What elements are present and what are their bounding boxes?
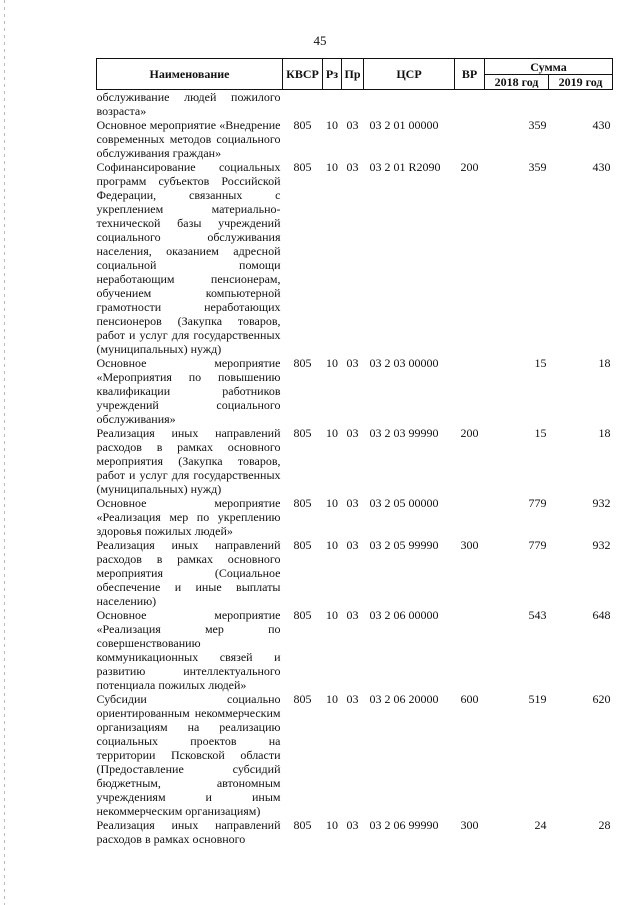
row-vr — [455, 496, 485, 538]
header-csr: ЦСР — [364, 59, 455, 90]
row-rz — [323, 90, 342, 119]
row-name: Реализация иных направлений расходов в рамках основного мероприятия (Социальное обеспечение и иные выплаты населению) — [96, 538, 281, 608]
row-vr: 200 — [460, 160, 479, 174]
row-amount-2019: 28 — [598, 818, 611, 832]
table-row — [97, 608, 613, 692]
row-amount-2019: 430 — [592, 118, 611, 132]
row-pr: 03 — [346, 356, 359, 370]
row-rz: 10 — [326, 160, 338, 174]
row-csr: 03 2 01 00000 — [369, 118, 439, 132]
header-year-2019: 2019 год — [549, 75, 613, 90]
header-name: Наименование — [97, 59, 283, 90]
row-name: Софинансирование социальных программ субъектов Российской Федерации, связанных с укреплением материально-технической базы учреждений социального обслуживания населения, оказанием адресной социальной помощи неработающим пенсионерам, обучением компьютерной грамотности неработающих пенсионеров (Закупка товаров, работ и услуг для государственных (муниципальных) нужд) — [96, 160, 281, 356]
row-vr — [455, 356, 485, 426]
row-kvsr: 805 — [293, 160, 312, 174]
row-amount-2018: 779 — [528, 538, 547, 552]
row-vr: 200 — [460, 426, 479, 440]
row-kvsr: 805 — [293, 118, 312, 132]
row-rz: 10 — [326, 426, 338, 440]
row-vr — [455, 608, 485, 692]
row-pr: 03 — [346, 692, 359, 706]
table-row — [97, 818, 613, 846]
table-row — [97, 118, 613, 160]
row-amount-2019: 648 — [592, 608, 611, 622]
header-rz: Рз — [323, 59, 342, 90]
row-vr — [455, 118, 485, 160]
row-kvsr: 805 — [293, 356, 312, 370]
page-number: 45 — [313, 33, 327, 48]
table-row — [97, 356, 613, 426]
row-pr — [342, 90, 364, 119]
row-csr: 03 2 03 00000 — [369, 356, 439, 370]
row-pr: 03 — [346, 818, 359, 832]
table-row — [97, 692, 613, 818]
table-row — [97, 90, 613, 119]
row-name: обслуживание людей пожилого возраста» — [96, 90, 281, 118]
row-amount-2018: 359 — [528, 118, 547, 132]
row-amount-2018: 779 — [528, 496, 547, 510]
row-kvsr: 805 — [293, 496, 312, 510]
row-kvsr: 805 — [293, 818, 312, 832]
header-kvsr: КВСР — [283, 59, 323, 90]
table-row — [97, 426, 613, 496]
scan-left-edge — [4, 0, 5, 905]
row-amount-2018: 15 — [534, 426, 547, 440]
row-name: Основное мероприятие «Реализация мер по совершенствованию коммуникационных связей и развитию интеллектуального потенциала пожилых людей» — [96, 608, 281, 692]
row-amount-2019: 18 — [598, 356, 611, 370]
row-kvsr: 805 — [293, 538, 312, 552]
row-rz: 10 — [326, 538, 338, 552]
row-rz: 10 — [326, 608, 338, 622]
budget-table — [96, 58, 613, 846]
row-amount-2019: 932 — [592, 496, 611, 510]
table-row — [97, 538, 613, 608]
row-csr: 03 2 05 99990 — [369, 538, 439, 552]
row-amount-2018 — [485, 90, 549, 119]
header-year-2018: 2018 год — [485, 75, 549, 90]
row-pr: 03 — [346, 496, 359, 510]
row-csr: 03 2 06 99990 — [369, 818, 439, 832]
row-amount-2019: 932 — [592, 538, 611, 552]
row-rz: 10 — [326, 356, 338, 370]
row-csr: 03 2 05 00000 — [369, 496, 439, 510]
row-pr: 03 — [346, 538, 359, 552]
table-header — [97, 59, 613, 90]
row-vr — [455, 90, 485, 119]
row-rz: 10 — [326, 118, 338, 132]
row-rz: 10 — [326, 692, 338, 706]
row-amount-2019: 620 — [592, 692, 611, 706]
row-kvsr: 805 — [293, 426, 312, 440]
row-amount-2018: 15 — [534, 356, 547, 370]
row-amount-2019 — [549, 90, 613, 119]
row-kvsr: 805 — [293, 608, 312, 622]
row-vr: 300 — [460, 818, 479, 832]
row-amount-2018: 543 — [528, 608, 547, 622]
row-vr: 300 — [460, 538, 479, 552]
row-pr: 03 — [346, 608, 359, 622]
row-name: Основное мероприятие «Реализация мер по укреплению здоровья пожилых людей» — [96, 496, 281, 538]
row-pr: 03 — [346, 426, 359, 440]
row-csr: 03 2 06 20000 — [369, 692, 439, 706]
row-csr: 03 2 03 99990 — [369, 426, 439, 440]
row-name: Субсидии социально ориентированным некоммерческим организациям на реализацию социальных проектов на территории Псковской области (Предоставление субсидий бюджетным, автономным учреждениям и иным некоммерческим организациям) — [96, 692, 281, 818]
header-pr: Пр — [342, 59, 364, 90]
row-rz: 10 — [326, 496, 338, 510]
row-amount-2019: 430 — [592, 160, 611, 174]
row-kvsr: 805 — [293, 692, 312, 706]
row-amount-2018: 519 — [528, 692, 547, 706]
row-pr: 03 — [346, 160, 359, 174]
row-csr: 03 2 06 00000 — [369, 608, 439, 622]
row-kvsr — [283, 90, 323, 119]
row-pr: 03 — [346, 118, 359, 132]
row-name: Основное мероприятие «Мероприятия по повышению квалификации работников учреждений социального обслуживания» — [96, 356, 281, 426]
header-sum: Сумма — [485, 59, 613, 75]
row-vr: 600 — [460, 692, 479, 706]
row-name: Реализация иных направлений расходов в рамках основного — [96, 818, 281, 846]
table-body — [97, 90, 613, 847]
row-csr — [364, 90, 455, 119]
row-amount-2018: 359 — [528, 160, 547, 174]
row-name: Основное мероприятие «Внедрение современных методов социального обслуживания граждан» — [96, 118, 281, 160]
table-row — [97, 496, 613, 538]
row-amount-2019: 18 — [598, 426, 611, 440]
row-csr: 03 2 01 R2090 — [369, 160, 441, 174]
row-rz: 10 — [326, 818, 338, 832]
header-vr: ВР — [455, 59, 485, 90]
table-row — [97, 160, 613, 356]
row-amount-2018: 24 — [534, 818, 547, 832]
row-name: Реализация иных направлений расходов в рамках основного мероприятия (Закупка товаров, работ и услуг для государственных (муниципальных) нужд) — [96, 426, 281, 496]
